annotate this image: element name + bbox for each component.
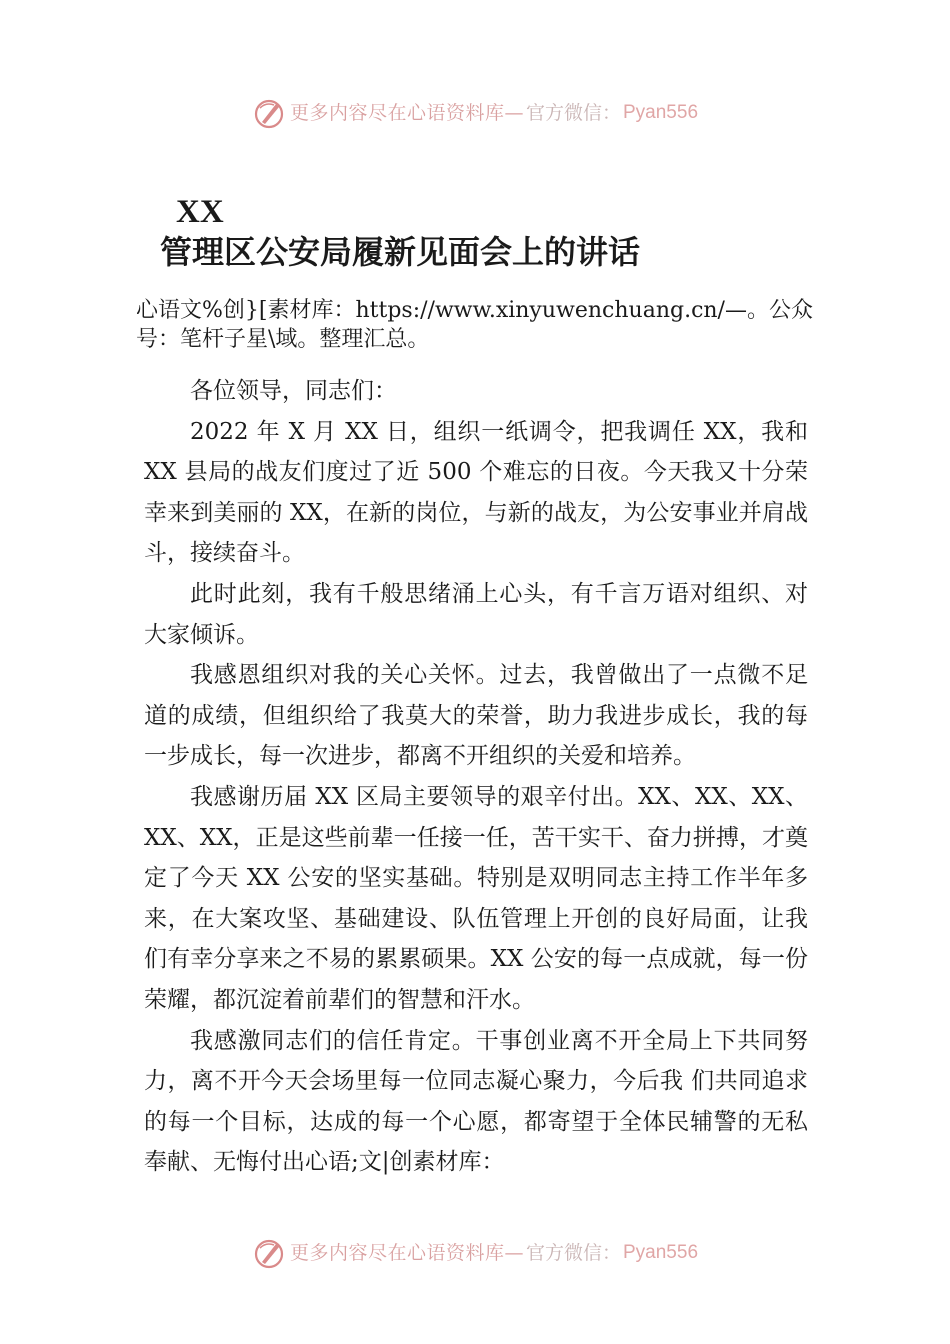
paragraph: 各位领导，同志们： [190, 378, 397, 404]
banner-text: 更多内容尽在心语资料库— [289, 102, 524, 124]
banner-wechat-label: 官方微信： [525, 1242, 621, 1264]
paragraph: 我感激同志们的信任肯定。干事创业离不开全局上下共同努力，离不开今天会场里每一位同志凝心聚力，今后我 们共同追求的每一个目标，达成的每一个心愿，都寄望于全体民辅警的无私奉献、无悔付出心语;文|创素材库： [144, 1027, 808, 1176]
document-title: 管理区公安局履新见面会上的讲话 [160, 233, 641, 271]
header-banner [0, 96, 950, 130]
document-body [144, 371, 808, 1183]
paragraph: 2022 年 X 月 XX 日，组织一纸调令，把我调任 XX，我和 XX 县局的战友们度过了近 500 个难忘的日夜。今天我又十分荣幸来到美丽的 XX，在新的岗位，与新的战友，为公安事业并肩战斗，接续奋斗。 [144, 418, 808, 567]
title-prefix: XX [176, 194, 224, 230]
banner-wechat-label: 官方微信： [525, 102, 621, 124]
banner-wechat-id: Pyan556 [623, 1242, 699, 1263]
paragraph: 此时此刻，我有千般思绪涌上心头，有千言万语对组织、对大家倾诉。 [144, 580, 808, 648]
paragraph: 我感谢历届 XX 区局主要领导的艰辛付出。XX、XX、XX、XX、XX，正是这些前辈一任接一任，苦干实干、奋力拼搏，才奠定了今天 XX 公安的坚实基础。特别是双明同志主持工作半年多来，在大案攻坚、基础建设、队伍管理上开创的良好局面，让我们有幸分享来之不易的累累硕果。XX 公安的每一点成就，每一份荣耀，都沉淀着前辈们的智慧和汗水。 [144, 783, 808, 1013]
pen-logo-icon [252, 96, 286, 130]
banner-wechat-id: Pyan556 [623, 102, 699, 123]
pen-logo-icon [252, 1236, 286, 1270]
footer-banner [0, 1236, 950, 1270]
paragraph: 我感恩组织对我的关心关怀。过去，我曾做出了一点微不足道的成绩，但组织给了我莫大的荣誉，助力我进步成长，我的每一步成长，每一次进步，都离不开组织的关爱和培养。 [144, 662, 808, 770]
source-note: 心语文%创}[素材库：https://www.xinyuwenchuang.cn/—。公众号：笔杆子星\域。整理汇总。 [136, 298, 813, 352]
banner-text: 更多内容尽在心语资料库— [289, 1242, 524, 1264]
